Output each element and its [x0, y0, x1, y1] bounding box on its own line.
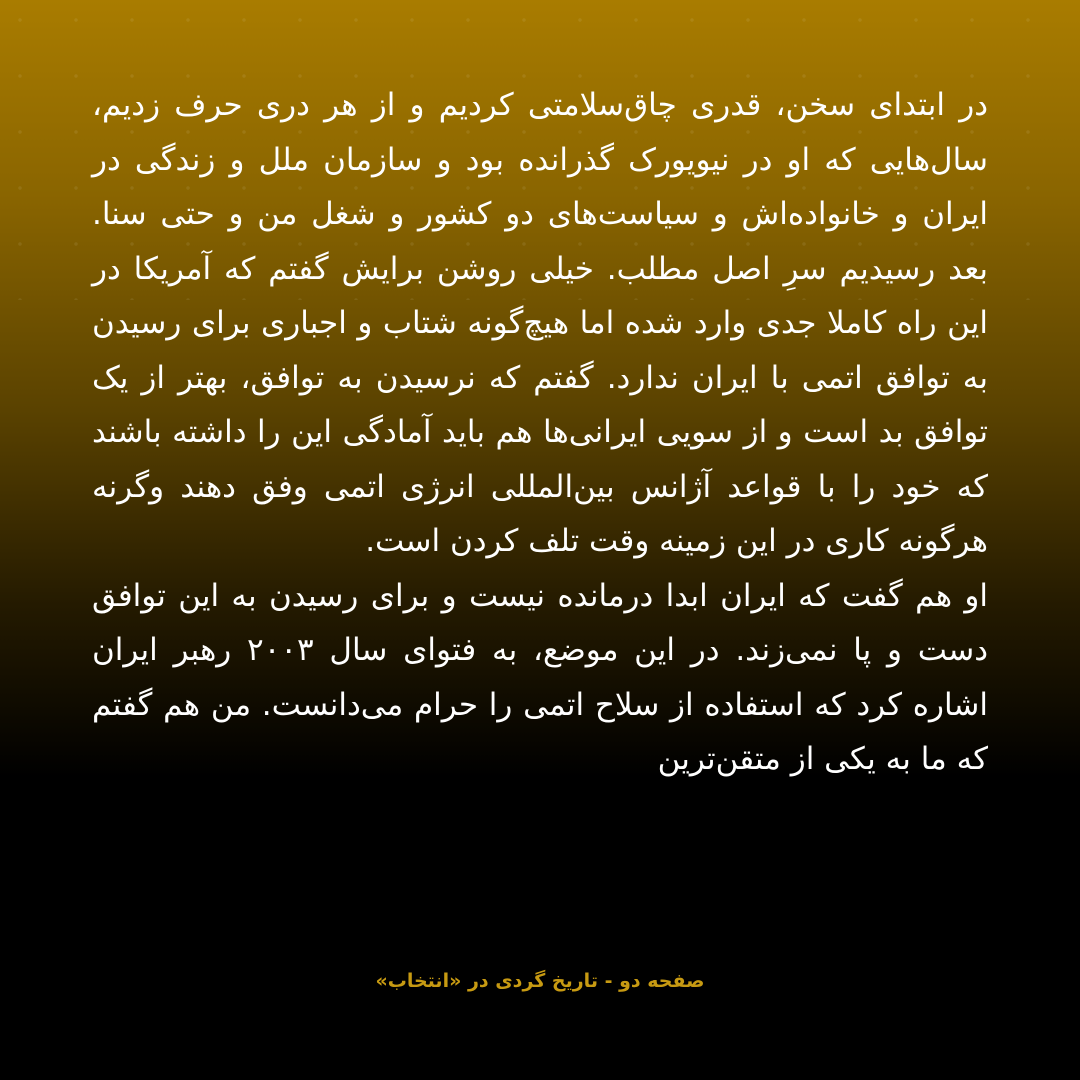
article-paragraph-1: در ابتدای سخن، قدری چاق‌سلامتی کردیم و از هر دری حرف زدیم، سال‌هایی که او در نیویورک گذرانده بود و سازمان ملل و زندگی در ایران و خانواده‌اش و سیاست‌های دو کشور و شغل من و حتی سنا. بعد رسیدیم سرِ اصل مطلب. خیلی روشن برایش گفتم که آمریکا در این راه کاملا جدی وارد شده اما هیچ‌گونه شتاب و اجباری برای رسیدن به توافق اتمی با ایران ندارد. گفتم که نرسیدن به توافق، بهتر از یک توافق بد است و از سویی ایرانی‌ها هم باید آمادگی این را داشته باشند که خود را با قواعد آژانس بین‌المللی انرژی اتمی وفق دهند وگرنه هرگونه کاری در این زمینه وقت تلف کردن است. [92, 87, 988, 559]
article-body [92, 78, 988, 787]
article-paragraph-2: او هم گفت که ایران ابدا درمانده نیست و برای رسیدن به این توافق دست و پا نمی‌زند. در این موضع، به فتوای سال ۲۰۰۳ رهبر ایران اشاره کرد که استفاده از سلاح اتمی را حرام می‌دانست. من هم گفتم که ما به یکی از متقن‌ترین [92, 577, 989, 777]
footer-caption: صفحه دو - تاریخ گردی در «انتخاب» [375, 970, 705, 992]
